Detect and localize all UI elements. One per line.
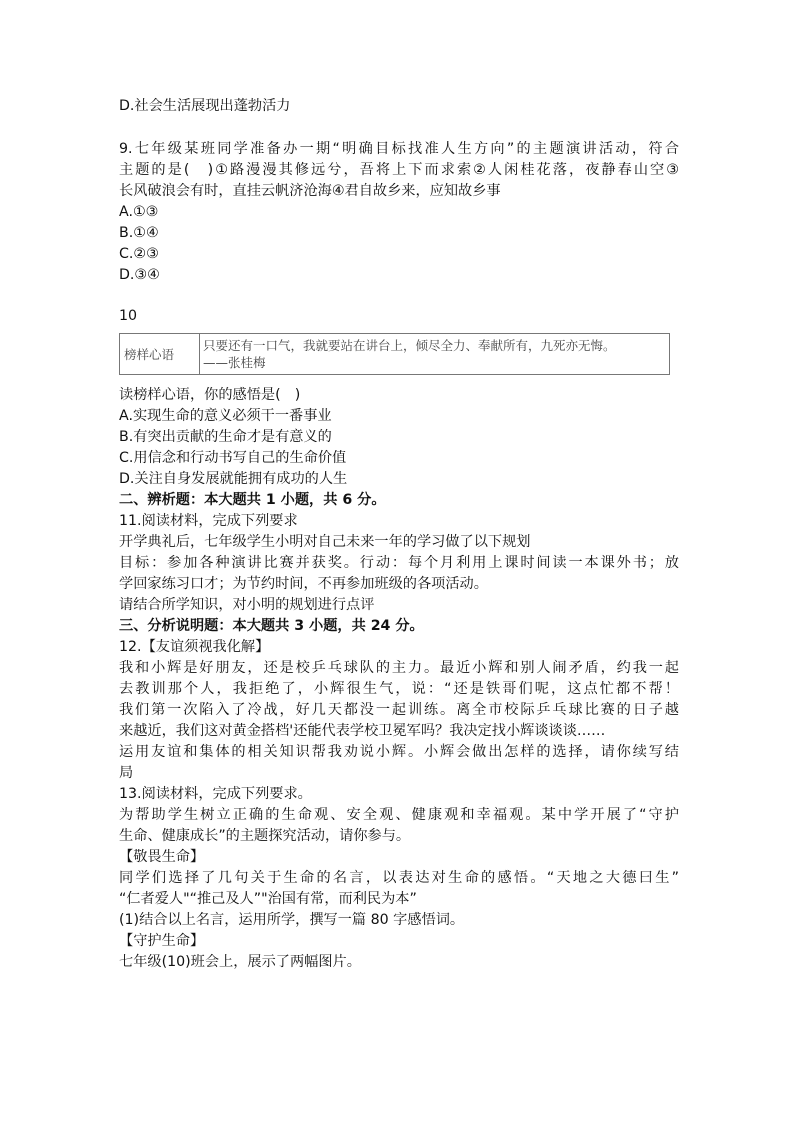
option-c-q10: C.用信念和行动书写自己的生命价值: [119, 450, 347, 466]
question-11-stem: 11.阅读材料，完成下列要求: [119, 513, 298, 529]
question-9-line-3: 长风破浪会有时，直挂云帆济沧海④君自故乡来，应知故乡事: [119, 183, 501, 199]
q12-material-line-2: 去教训那个人，我拒绝了，小辉很生气，说：“还是铁哥们呢，这点忙都不帮！: [119, 681, 679, 697]
question-10-number: 10: [119, 308, 138, 324]
q12-requirement-line-2: 局: [119, 765, 134, 781]
option-d-q9: D.③④: [119, 267, 160, 283]
q12-material-line-3: 我们第一次陷入了冷战，好几天都没一起训练。离全市校际乒乓球比赛的日子越: [119, 702, 679, 718]
quote-table-content: [200, 334, 669, 374]
option-b-q10: B.有突出贡献的生命才是有意义的: [119, 429, 332, 445]
option-a-q10: A.实现生命的意义必须干一番事业: [119, 408, 332, 424]
option-a-q9: A.①③: [119, 204, 159, 220]
option-d-q8: D.社会生活展现出蓬勃活力: [119, 98, 291, 114]
section-heading-2: 二、辨析题：本大题共 1 小题，共 6 分。: [119, 492, 386, 508]
q12-requirement-line-1: 运用友谊和集体的相关知识帮我劝说小辉。小辉会做出怎样的选择，请你续写结: [119, 744, 679, 760]
q13-part-1: (1)结合以上名言，运用所学，撰写一篇 80 字感悟词。: [119, 912, 465, 928]
question-9-line-2: 主题的是( )①路漫漫其修远兮，吾将上下而求索②人闲桂花落，夜静春山空③: [119, 162, 679, 178]
quote-table-label: 榜样心语: [120, 334, 200, 374]
q12-material-line-1: 我和小辉是好朋友，还是校乒乓球队的主力。最近小辉和别人闹矛盾，约我一起: [119, 660, 679, 676]
question-10-stem: 读榜样心语，你的感悟是( ): [119, 387, 301, 403]
question-13-stem: 13.阅读材料，完成下列要求。: [119, 786, 312, 802]
q13-quotes-line-1: 同学们选择了几句关于生命的名言，以表达对生命的感悟。“天地之大德曰生”: [119, 870, 679, 886]
q13-subheading-2: 【守护生命】: [119, 933, 205, 949]
quote-text: 只要还有一口气，我就要站在讲台上，倾尽全力、奉献所有，九死亦无悔。: [203, 338, 616, 353]
question-9-line-1: 9.七年级某班同学准备办一期“明确目标找准人生方向”的主题演讲活动，符合: [119, 141, 679, 157]
role-model-quote-table: [119, 333, 670, 375]
option-b-q9: B.①④: [119, 225, 159, 241]
q13-quotes-line-2: “仁者爱人"“推己及人”"治国有常，而利民为本”: [119, 891, 417, 907]
q11-material-line-3: 学回家练习口才；为节约时间，不再参加班级的各项活动。: [119, 576, 488, 592]
q11-material-line-1: 开学典礼后，七年级学生小明对自己未来一年的学习做了以下规划: [119, 534, 531, 550]
q13-material-line-2: 生命、健康成长”的主题探究活动，请你参与。: [119, 828, 411, 844]
option-d-q10: D.关注自身发展就能拥有成功的人生: [119, 471, 348, 487]
question-12-title: 12.【友谊须视我化解】: [119, 639, 270, 655]
quote-author: ——张桂梅: [203, 355, 266, 370]
q13-material-line-1: 为帮助学生树立正确的生命观、安全观、健康观和幸福观。某中学开展了“守护: [119, 807, 679, 823]
q13-class-meeting: 七年级(10)班会上，展示了两幅图片。: [119, 954, 361, 970]
option-c-q9: C.②③: [119, 246, 159, 262]
q13-subheading-1: 【敬畏生命】: [119, 849, 205, 865]
q12-material-line-4: 来越近，我们这对黄金搭档'还能代表学校卫冕军吗？我决定找小辉谈谈谈……: [119, 723, 606, 739]
q11-requirement: 请结合所学知识，对小明的规划进行点评: [119, 597, 375, 613]
q11-material-line-2: 目标：参加各种演讲比赛并获奖。行动：每个月利用上课时间读一本课外书；放: [119, 555, 679, 571]
section-heading-3: 三、分析说明题：本大题共 3 小题，共 24 分。: [119, 618, 424, 634]
